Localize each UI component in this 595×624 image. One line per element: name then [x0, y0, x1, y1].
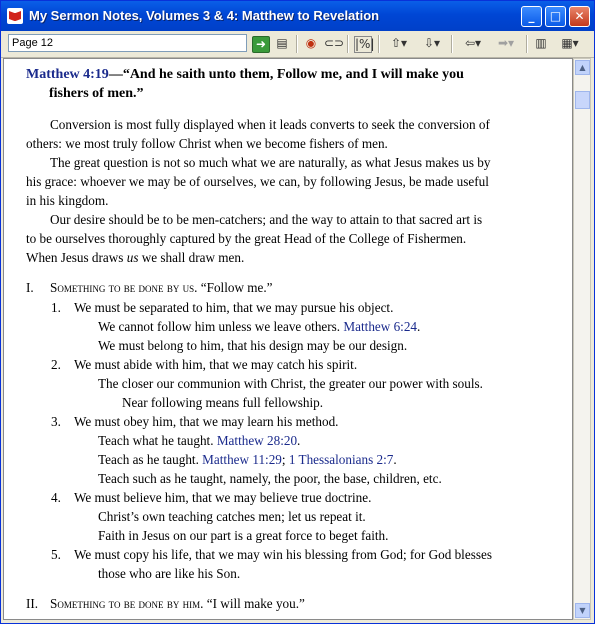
paragraph-line: his grace: whoever we may be of ourselves, we can, by following Jesus, be made useful: [26, 174, 489, 189]
back-icon[interactable]: ⇦▾: [464, 36, 482, 50]
subpoint-text: Near following means full fellowship.: [122, 395, 324, 410]
document-icon[interactable]: ▤: [276, 36, 288, 50]
forward-icon[interactable]: ➡▾: [497, 36, 515, 50]
toolbar: [1, 31, 594, 58]
point-text: We must be separated to him, that we may pursue his object.: [74, 300, 394, 315]
point-text: We must abide with him, that we may catch his spirit.: [74, 357, 358, 372]
panel-icon[interactable]: ▥: [535, 36, 547, 50]
toolbar-separator: [378, 35, 380, 53]
paragraph-line: [26, 248, 244, 267]
subpoint-text: [98, 450, 397, 469]
point-number: 4.: [51, 490, 61, 505]
window-title: My Sermon Notes, Volumes 3 & 4: Matthew to Revelation: [29, 8, 380, 23]
toolbar-separator: [451, 35, 453, 53]
point-number: 2.: [51, 357, 61, 372]
scripture-link[interactable]: 1 Thessalonians 2:7: [288, 452, 394, 467]
text-run: .: [393, 452, 397, 467]
down-icon[interactable]: ⇩▾: [423, 36, 441, 50]
subpoint-text: [98, 317, 420, 336]
subpoint-text: We must belong to him, that his design may be our design.: [98, 338, 408, 353]
scripture-link[interactable]: Matthew 6:24: [343, 319, 418, 334]
heading-line-1: [26, 65, 464, 84]
paragraph-line: Conversion is most fully displayed when it leads converts to seek the conversion of: [50, 117, 490, 132]
paragraph-line: in his kingdom.: [26, 193, 109, 208]
section-heading: [50, 594, 305, 613]
text-run: We cannot follow him unless we leave others.: [98, 319, 344, 334]
heading-reference-link[interactable]: Matthew 4:19: [26, 67, 109, 82]
subpoint-text: Christ’s own teaching catches men; let us repeat it.: [98, 509, 366, 524]
point-number: 3.: [51, 414, 61, 429]
scroll-up-icon[interactable]: ▲: [575, 60, 590, 75]
section-number: I.: [26, 280, 34, 295]
text-run: ;: [281, 452, 289, 467]
point-text-continued: those who are like his Son.: [98, 566, 241, 581]
toolbar-separator: [526, 35, 528, 53]
section-title: Something to be done by him.: [50, 596, 204, 611]
paragraph-line: Our desire should be to be men-catchers; and the way to attain to that sacred art is: [50, 212, 483, 227]
link-icon[interactable]: ⊂⊃: [324, 36, 345, 50]
text-run: we shall draw men.: [138, 250, 245, 265]
section-quote: “I will make you.”: [203, 596, 305, 611]
go-arrow-icon[interactable]: ➜: [252, 36, 270, 53]
paragraph-line: to be ourselves thoroughly captured by the great Head of the College of Fishermen.: [26, 231, 467, 246]
section-title: Something to be done by us.: [50, 280, 198, 295]
subpoint-text: The closer our communion with Christ, the greater our power with souls.: [98, 376, 483, 391]
scroll-down-icon[interactable]: ▼: [575, 603, 590, 618]
paragraph-line: The great question is not so much what we are naturally, as what Jesus makes us by: [50, 155, 491, 170]
text-run: .: [417, 319, 421, 334]
point-text: We must believe him, that we may believe true doctrine.: [74, 490, 372, 505]
scripture-link[interactable]: Matthew 28:20: [216, 433, 298, 448]
subpoint-text: Teach such as he taught, namely, the poor, the base, children, etc.: [98, 471, 442, 486]
layout-icon[interactable]: ▦▾: [561, 36, 579, 50]
text-run: Teach what he taught.: [98, 433, 217, 448]
toolbar-separator: [347, 35, 349, 53]
minimize-button[interactable]: _: [521, 6, 542, 27]
title-bar[interactable]: [1, 1, 594, 31]
point-number: 1.: [51, 300, 61, 315]
emphasis-text: us: [126, 250, 139, 265]
close-button[interactable]: ✕: [569, 6, 590, 27]
document-pane[interactable]: [3, 58, 573, 620]
scroll-thumb[interactable]: [575, 91, 590, 109]
section-quote: “Follow me.”: [197, 280, 273, 295]
up-icon[interactable]: ⇧▾: [390, 36, 408, 50]
toolbar-separator: [296, 35, 298, 53]
point-text: We must obey him, that we may learn his method.: [74, 414, 339, 429]
section-heading: [50, 278, 273, 297]
maximize-button[interactable]: □: [545, 6, 566, 27]
paragraph-line: others: we most truly follow Christ when we become fishers of men.: [26, 136, 388, 151]
heading-line-2: fishers of men.”: [49, 86, 144, 101]
subpoint-text: Faith in Jesus on our part is a great force to beget faith.: [98, 528, 389, 543]
page-input[interactable]: [8, 34, 247, 52]
app-logo-icon: [7, 8, 23, 24]
point-number: 5.: [51, 547, 61, 562]
scripture-link[interactable]: Matthew 11:29: [202, 452, 282, 467]
parallel-icon[interactable]: |%|: [355, 37, 375, 51]
vertical-scrollbar[interactable]: [573, 58, 591, 620]
bullet-icon[interactable]: ◉: [305, 36, 317, 50]
text-run: .: [297, 433, 301, 448]
point-text: We must copy his life, that we may win his blessing from God; for God blesses: [74, 547, 492, 562]
subpoint-text: [98, 431, 300, 450]
heading-text: —“And he saith unto them, Follow me, and I will make you: [108, 67, 464, 82]
text-run: Teach as he taught.: [98, 452, 203, 467]
section-number: II.: [26, 596, 39, 611]
text-run: When Jesus draws: [26, 250, 127, 265]
